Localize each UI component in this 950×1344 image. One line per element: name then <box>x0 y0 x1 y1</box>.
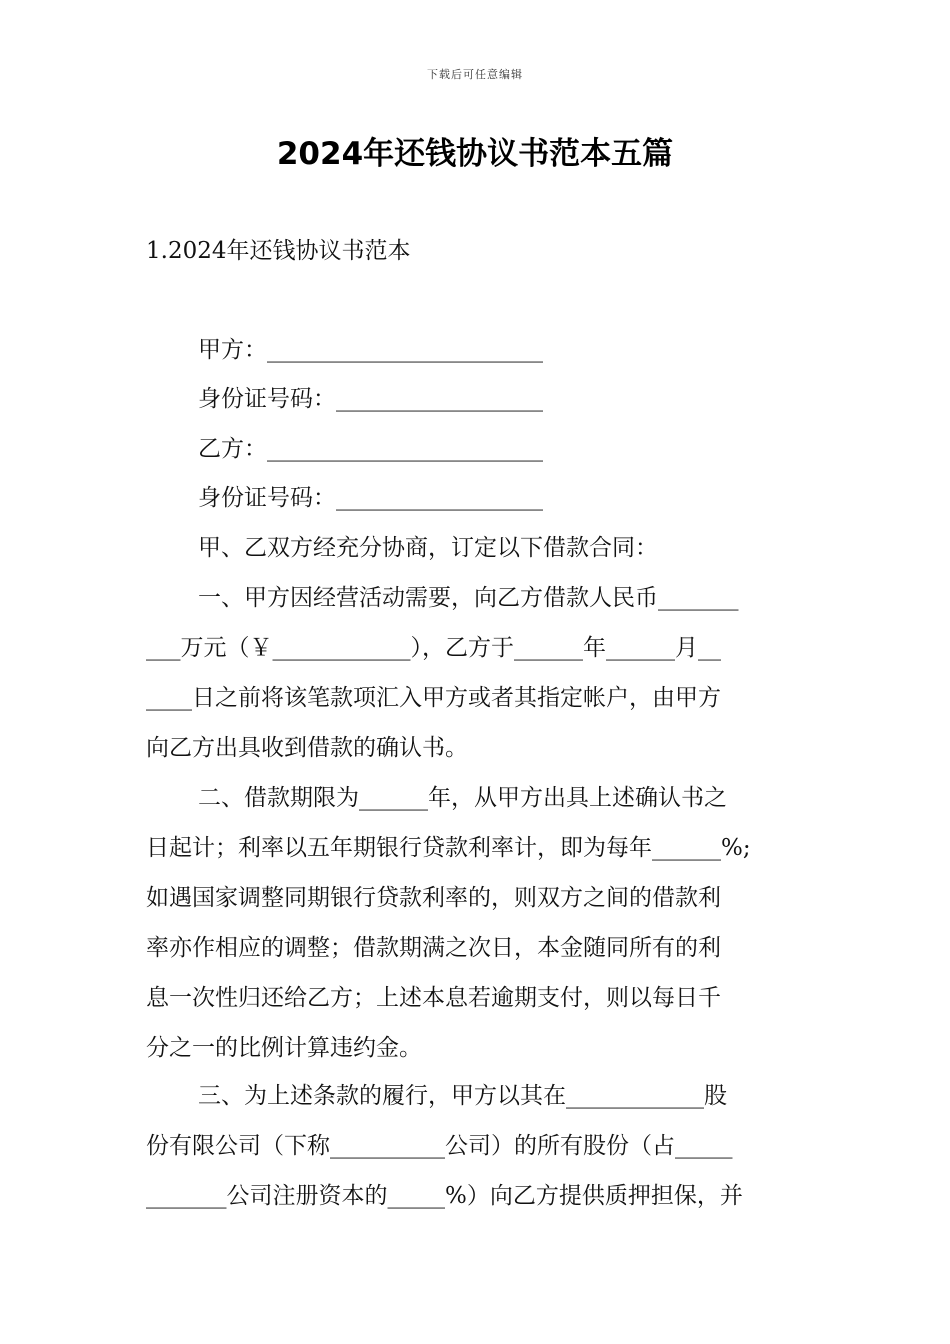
paragraph-line: 率亦作相应的调整；借款期满之次日，本金随同所有的利 <box>146 935 721 961</box>
document-title: 2024年还钱协议书范本五篇 <box>276 136 674 172</box>
header-note: 下载后可任意编辑 <box>427 68 523 81</box>
section-heading: 1.2024年还钱协议书范本 <box>146 238 411 264</box>
party-a-id-field: 身份证号码：__________________ <box>198 386 543 412</box>
paragraph-line: 如遇国家调整同期银行贷款利率的，则双方之间的借款利 <box>146 885 721 911</box>
paragraph-line: ____日之前将该笔款项汇入甲方或者其指定帐户，由甲方 <box>146 685 721 711</box>
party-a-field: 甲方：________________________ <box>198 337 543 363</box>
paragraph-line: 份有限公司（下称__________公司）的所有股份（占_____ <box>146 1133 733 1159</box>
intro-paragraph: 甲、乙双方经充分协商，订定以下借款合同： <box>198 535 658 561</box>
party-b-field: 乙方：________________________ <box>198 436 543 462</box>
paragraph-line: _______公司注册资本的_____%）向乙方提供质押担保，并 <box>146 1183 743 1209</box>
paragraph-line: 向乙方出具收到借款的确认书。 <box>146 735 468 761</box>
paragraph-line: ___万元（￥____________），乙方于______年______月__ <box>146 635 721 661</box>
paragraph-line: 三、为上述条款的履行，甲方以其在____________股 <box>198 1083 727 1109</box>
party-b-id-field: 身份证号码：__________________ <box>198 485 543 511</box>
paragraph-line: 日起计；利率以五年期银行贷款利率计，即为每年______%; <box>146 835 751 861</box>
paragraph-line: 分之一的比例计算违约金。 <box>146 1035 422 1061</box>
paragraph-line: 息一次性归还给乙方；上述本息若逾期支付，则以每日千 <box>146 985 721 1011</box>
paragraph-line: 一、甲方因经营活动需要，向乙方借款人民币_______ <box>198 585 739 611</box>
paragraph-line: 二、借款期限为______年，从甲方出具上述确认书之 <box>198 785 727 811</box>
